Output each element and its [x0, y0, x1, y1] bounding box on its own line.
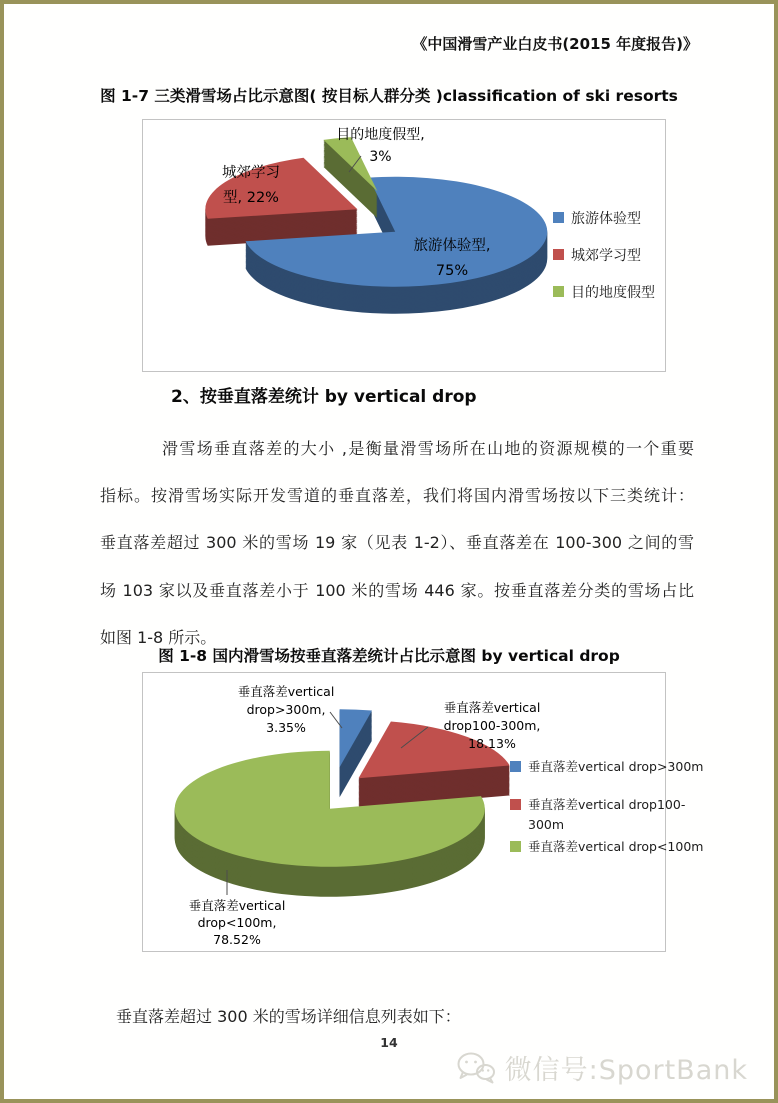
legend-color-swatch [553, 249, 564, 260]
legend-item: 城郊学习型 [553, 245, 655, 265]
legend-item: 旅游体验型 [553, 208, 655, 228]
data-label-drop-100-300m: 垂直落差vertical drop100-300m, 18.13% [443, 700, 541, 751]
paragraph-line: 指标。按滑雪场实际开发雪道的垂直落差，我们将国内滑雪场按以下三类统计： [100, 486, 694, 506]
figure-1-7-caption: 图 1-7 三类滑雪场占比示意图( 按目标人群分类 )classification of ski resorts [100, 87, 678, 105]
legend-color-swatch [510, 841, 521, 852]
figure-1-8-caption: 图 1-8 国内滑雪场按垂直落差统计占比示意图 by vertical drop [158, 647, 620, 665]
data-label-drop-under-100m: 垂直落差vertical drop<100m, 78.52% [188, 898, 286, 947]
legend-color-swatch [553, 212, 564, 223]
body-paragraph [100, 425, 694, 661]
wechat-icon [456, 1051, 496, 1085]
legend-item: 垂直落差vertical drop100- 300m [510, 795, 690, 835]
page-number: 14 [380, 1035, 398, 1050]
closing-line: 垂直落差超过 300 米的雪场详细信息列表如下： [116, 1007, 461, 1026]
legend-1-8 [510, 757, 704, 857]
legend-item: 垂直落差vertical drop<100m [510, 837, 690, 857]
paragraph-line: 如图 1-8 所示。 [100, 627, 217, 647]
section-heading: 2、按垂直落差统计 by vertical drop [171, 387, 477, 407]
legend-color-swatch [510, 761, 521, 772]
data-label-tourism-experience: 旅游体验型, 75% [413, 238, 491, 279]
paragraph-line: 场 103 家以及垂直落差小于 100 米的雪场 446 家。按垂直落差分类的雪场占比 [100, 580, 694, 600]
data-label-suburban-learning: 城郊学习 型, 22% [222, 165, 280, 206]
legend-color-swatch [510, 799, 521, 810]
data-label-destination-resort: 目的地度假型, 3% [336, 127, 425, 165]
watermark [456, 1048, 748, 1087]
legend-1-7 [553, 208, 655, 319]
figure-1-8-chart [142, 672, 704, 952]
figure-1-7-chart [142, 119, 666, 372]
legend-item: 目的地度假型 [553, 282, 655, 302]
data-label-drop-over-300m: 垂直落差vertical drop>300m, 3.35% [237, 684, 335, 735]
legend-color-swatch [553, 286, 564, 297]
paragraph-line: 垂直落差超过 300 米的雪场 19 家（见表 1-2）、垂直落差在 100-300 之间的雪 [100, 533, 694, 553]
watermark-text: 微信号:SportBank [504, 1055, 748, 1086]
legend-item: 垂直落差vertical drop>300m [510, 757, 690, 777]
paragraph-line: 滑雪场垂直落差的大小 ,是衡量滑雪场所在山地的资源规模的一个重要 [162, 439, 694, 458]
document-header-title: 《中国滑雪产业白皮书(2015 年度报告)》 [412, 35, 698, 53]
